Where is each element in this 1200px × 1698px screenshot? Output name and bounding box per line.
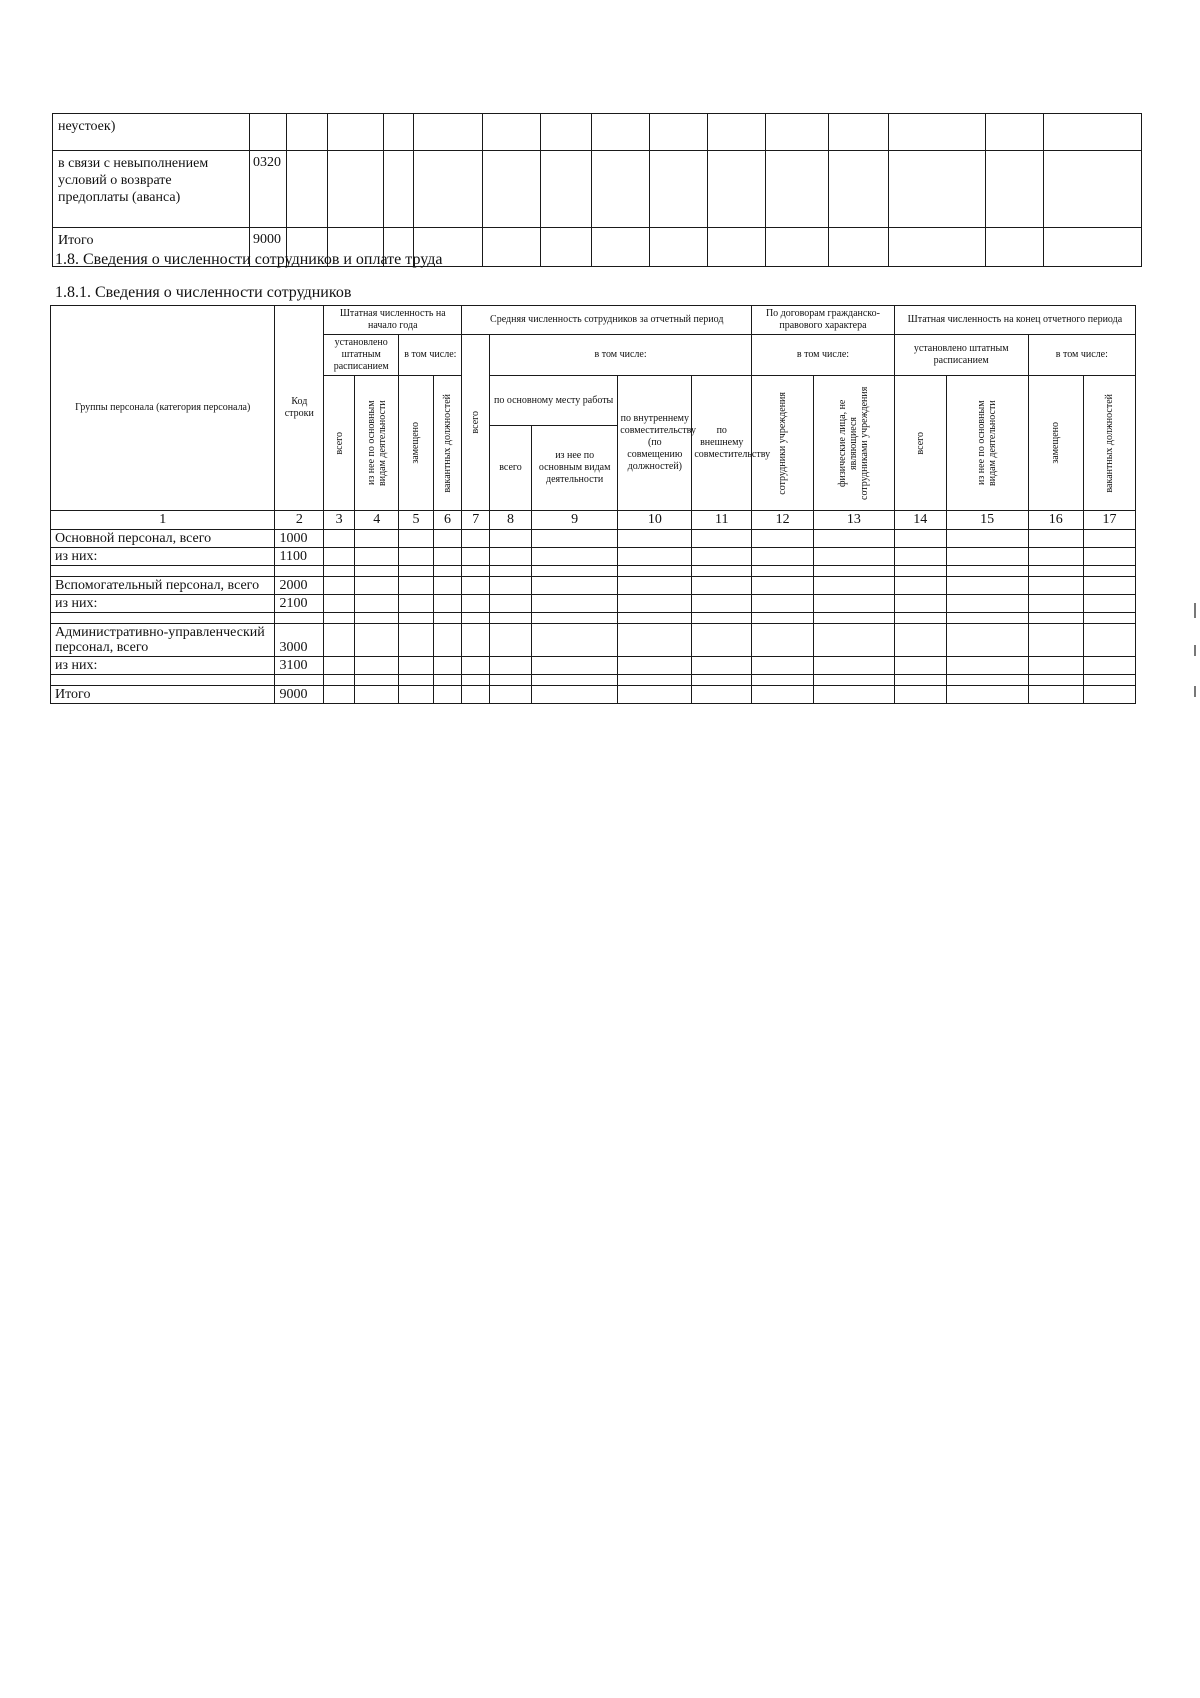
empty-cell	[946, 566, 1028, 577]
column-number: 7	[462, 511, 490, 530]
empty-cell	[618, 566, 692, 577]
empty-cell	[618, 577, 692, 595]
empty-cell	[1043, 114, 1141, 151]
empty-cell	[946, 548, 1028, 566]
column-number: 13	[814, 511, 895, 530]
empty-cell	[540, 228, 591, 267]
empty-cell	[490, 566, 532, 577]
header-total: всего	[324, 376, 355, 511]
empty-cell	[618, 657, 692, 675]
empty-cell	[1043, 228, 1141, 267]
empty-cell	[708, 114, 766, 151]
empty-cell	[433, 686, 462, 704]
empty-cell	[324, 566, 355, 577]
empty-cell	[708, 151, 766, 228]
empty-cell	[532, 624, 618, 657]
empty-cell	[814, 577, 895, 595]
row-label: Основной персонал, всего	[51, 530, 275, 548]
empty-cell	[399, 595, 433, 613]
table-row	[51, 675, 1136, 686]
empty-cell	[1083, 675, 1135, 686]
empty-cell	[985, 151, 1043, 228]
empty-cell	[894, 657, 946, 675]
empty-cell	[532, 686, 618, 704]
table-row	[51, 566, 1136, 577]
empty-cell	[462, 566, 490, 577]
empty-cell	[482, 228, 540, 267]
empty-cell	[946, 624, 1028, 657]
empty-cell	[414, 151, 482, 228]
table-row	[51, 686, 1136, 704]
empty-cell	[1083, 530, 1135, 548]
empty-cell	[532, 675, 618, 686]
empty-cell	[752, 686, 814, 704]
empty-cell	[814, 548, 895, 566]
empty-cell	[752, 624, 814, 657]
row-label: из них:	[51, 548, 275, 566]
empty-cell	[752, 577, 814, 595]
empty-cell	[482, 151, 540, 228]
empty-cell	[752, 530, 814, 548]
empty-cell	[399, 613, 433, 624]
empty-cell	[462, 675, 490, 686]
table-row	[51, 595, 1136, 613]
empty-cell	[894, 675, 946, 686]
empty-cell	[1028, 686, 1083, 704]
empty-cell	[814, 624, 895, 657]
empty-cell	[327, 151, 383, 228]
empty-cell	[532, 530, 618, 548]
empty-cell	[433, 530, 462, 548]
empty-cell	[894, 577, 946, 595]
table-row	[51, 548, 1136, 566]
header-individuals: физические лица, не являющиеся сотрудниками учреждения	[814, 376, 895, 511]
header-external-combo: по внешнему совместительству	[692, 376, 752, 511]
header-main-activities: из нее по основным видам деятельности	[355, 376, 399, 511]
empty-cell	[814, 595, 895, 613]
empty-cell	[618, 675, 692, 686]
header-institution-staff: сотрудники учреждения	[752, 376, 814, 511]
empty-cell	[399, 530, 433, 548]
empty-cell	[532, 595, 618, 613]
empty-cell	[766, 151, 828, 228]
empty-cell	[1028, 675, 1083, 686]
empty-cell	[399, 566, 433, 577]
empty-cell	[1043, 151, 1141, 228]
empty-cell	[324, 675, 355, 686]
row-label	[51, 675, 275, 686]
empty-cell	[1028, 613, 1083, 624]
header-group: Группы персонала (категория персонала)	[51, 306, 275, 511]
empty-cell	[532, 613, 618, 624]
empty-cell	[490, 675, 532, 686]
empty-cell	[692, 577, 752, 595]
empty-cell	[591, 114, 649, 151]
scan-edge-mark	[1194, 603, 1196, 618]
header-including: в том числе:	[399, 335, 462, 376]
table-row	[53, 151, 1142, 228]
empty-cell	[540, 114, 591, 151]
empty-cell	[1028, 548, 1083, 566]
empty-cell	[894, 595, 946, 613]
staff-count-table	[50, 305, 1136, 704]
header-main-activities-2: из нее по основным видам деятельности	[532, 426, 618, 511]
empty-cell	[752, 657, 814, 675]
empty-cell	[324, 657, 355, 675]
empty-cell	[618, 613, 692, 624]
empty-cell	[433, 595, 462, 613]
empty-cell	[1083, 577, 1135, 595]
empty-cell	[383, 151, 414, 228]
section-heading-1-8: 1.8. Сведения о численности сотрудников и оплате труда	[55, 251, 443, 268]
empty-cell	[324, 530, 355, 548]
empty-cell	[894, 530, 946, 548]
table-row	[51, 530, 1136, 548]
empty-cell	[618, 548, 692, 566]
section-heading-1-8-1: 1.8.1. Сведения о численности сотрудников	[55, 284, 352, 301]
empty-cell	[355, 595, 399, 613]
row-code	[275, 566, 324, 577]
empty-cell	[1028, 530, 1083, 548]
column-number: 8	[490, 511, 532, 530]
empty-cell	[814, 675, 895, 686]
empty-cell	[591, 228, 649, 267]
empty-cell	[490, 657, 532, 675]
empty-cell	[433, 675, 462, 686]
row-label: из них:	[51, 657, 275, 675]
empty-cell	[766, 114, 828, 151]
row-code: 3100	[275, 657, 324, 675]
empty-cell	[692, 595, 752, 613]
row-code: 2000	[275, 577, 324, 595]
empty-cell	[286, 114, 327, 151]
empty-cell	[355, 530, 399, 548]
row-label: Административно-управленческий персонал, всего	[51, 624, 275, 657]
column-number: 6	[433, 511, 462, 530]
empty-cell	[985, 228, 1043, 267]
empty-cell	[1028, 657, 1083, 675]
scan-edge-mark	[1194, 686, 1196, 697]
header-avg-total: всего	[462, 335, 490, 511]
row-code: 9000	[275, 686, 324, 704]
row-label: Итого	[53, 228, 250, 267]
row-label	[51, 613, 275, 624]
row-code	[275, 675, 324, 686]
empty-cell	[894, 686, 946, 704]
empty-cell	[532, 657, 618, 675]
empty-cell	[1083, 566, 1135, 577]
column-number: 16	[1028, 511, 1083, 530]
empty-cell	[532, 548, 618, 566]
empty-cell	[433, 548, 462, 566]
header-total-end: всего	[894, 376, 946, 511]
empty-cell	[540, 151, 591, 228]
empty-cell	[946, 613, 1028, 624]
column-number: 15	[946, 511, 1028, 530]
empty-cell	[1083, 686, 1135, 704]
empty-cell	[946, 675, 1028, 686]
empty-cell	[692, 657, 752, 675]
empty-cell	[814, 686, 895, 704]
empty-cell	[399, 686, 433, 704]
empty-cell	[708, 228, 766, 267]
empty-cell	[1083, 657, 1135, 675]
column-number-row	[51, 511, 1136, 530]
empty-cell	[814, 566, 895, 577]
empty-cell	[828, 228, 888, 267]
receivables-table-fragment	[52, 113, 1142, 267]
empty-cell	[828, 114, 888, 151]
row-code: 2100	[275, 595, 324, 613]
empty-cell	[462, 548, 490, 566]
column-number: 5	[399, 511, 433, 530]
empty-cell	[383, 114, 414, 151]
empty-cell	[490, 613, 532, 624]
empty-cell	[433, 566, 462, 577]
empty-cell	[324, 577, 355, 595]
empty-cell	[692, 530, 752, 548]
column-number: 2	[275, 511, 324, 530]
empty-cell	[894, 566, 946, 577]
empty-cell	[355, 675, 399, 686]
header-vacant: вакантных должностей	[433, 376, 462, 511]
empty-cell	[433, 577, 462, 595]
empty-cell	[399, 548, 433, 566]
empty-cell	[462, 624, 490, 657]
empty-cell	[490, 595, 532, 613]
header-established-end: установлено штатным расписанием	[894, 335, 1028, 376]
empty-cell	[399, 657, 433, 675]
empty-cell	[946, 595, 1028, 613]
empty-cell	[1083, 624, 1135, 657]
empty-cell	[894, 548, 946, 566]
column-number: 3	[324, 511, 355, 530]
empty-cell	[482, 114, 540, 151]
empty-cell	[752, 675, 814, 686]
empty-cell	[462, 577, 490, 595]
empty-cell	[324, 613, 355, 624]
empty-cell	[888, 228, 985, 267]
row-code: 9000	[249, 228, 286, 267]
empty-cell	[828, 151, 888, 228]
empty-cell	[324, 686, 355, 704]
empty-cell	[399, 624, 433, 657]
empty-cell	[752, 548, 814, 566]
empty-cell	[1028, 595, 1083, 613]
empty-cell	[946, 530, 1028, 548]
empty-cell	[462, 613, 490, 624]
row-code: 3000	[275, 624, 324, 657]
header-civil-contracts: По договорам гражданско-правового характера	[752, 306, 895, 335]
header-internal-combo: по внутреннему совместительству (по совмещению должностей)	[618, 376, 692, 511]
empty-cell	[814, 613, 895, 624]
empty-cell	[462, 686, 490, 704]
scan-edge-mark	[1194, 645, 1196, 656]
row-label: Итого	[51, 686, 275, 704]
empty-cell	[1083, 613, 1135, 624]
empty-cell	[1028, 624, 1083, 657]
empty-cell	[752, 595, 814, 613]
empty-cell	[618, 530, 692, 548]
empty-cell	[327, 114, 383, 151]
empty-cell	[649, 228, 707, 267]
empty-cell	[985, 114, 1043, 151]
row-label: в связи с невыполнением условий о возврате предоплаты (аванса)	[53, 151, 250, 228]
empty-cell	[462, 530, 490, 548]
empty-cell	[894, 624, 946, 657]
empty-cell	[692, 548, 752, 566]
empty-cell	[1028, 566, 1083, 577]
empty-cell	[324, 595, 355, 613]
header-filled: замещено	[399, 376, 433, 511]
column-number: 12	[752, 511, 814, 530]
empty-cell	[752, 566, 814, 577]
empty-cell	[766, 228, 828, 267]
empty-cell	[946, 577, 1028, 595]
empty-cell	[692, 624, 752, 657]
empty-cell	[692, 613, 752, 624]
empty-cell	[490, 530, 532, 548]
column-number: 14	[894, 511, 946, 530]
empty-cell	[355, 548, 399, 566]
empty-cell	[888, 114, 985, 151]
empty-cell	[946, 686, 1028, 704]
row-label: неустоек)	[53, 114, 250, 151]
column-number: 9	[532, 511, 618, 530]
empty-cell	[355, 566, 399, 577]
empty-cell	[692, 686, 752, 704]
header-code: Код строки	[275, 306, 324, 511]
header-vacant-end: вакантных должностей	[1083, 376, 1135, 511]
row-code: 1100	[275, 548, 324, 566]
row-label	[51, 566, 275, 577]
header-total-small: всего	[490, 426, 532, 511]
table-row	[51, 613, 1136, 624]
row-label: Вспомогательный персонал, всего	[51, 577, 275, 595]
row-label: из них:	[51, 595, 275, 613]
empty-cell	[433, 657, 462, 675]
empty-cell	[591, 151, 649, 228]
row-code: 1000	[275, 530, 324, 548]
row-code	[249, 114, 286, 151]
empty-cell	[490, 624, 532, 657]
header-start-of-year: Штатная численность на начало года	[324, 306, 462, 335]
row-code: 0320	[249, 151, 286, 228]
row-code	[275, 613, 324, 624]
empty-cell	[286, 151, 327, 228]
empty-cell	[618, 624, 692, 657]
empty-cell	[462, 657, 490, 675]
table-row	[51, 624, 1136, 657]
empty-cell	[414, 114, 482, 151]
empty-cell	[1083, 548, 1135, 566]
empty-cell	[355, 624, 399, 657]
empty-cell	[1028, 577, 1083, 595]
table-row	[53, 114, 1142, 151]
empty-cell	[490, 686, 532, 704]
empty-cell	[532, 566, 618, 577]
empty-cell	[692, 566, 752, 577]
header-including-civil: в том числе:	[752, 335, 895, 376]
header-main-activities-end: из нее по основным видам деятельности	[946, 376, 1028, 511]
header-including-avg: в том числе:	[490, 335, 752, 376]
empty-cell	[399, 577, 433, 595]
column-number: 11	[692, 511, 752, 530]
table-row	[51, 577, 1136, 595]
header-main-workplace: по основному месту работы	[490, 376, 618, 426]
empty-cell	[814, 657, 895, 675]
header-filled-end: замещено	[1028, 376, 1083, 511]
empty-cell	[433, 624, 462, 657]
empty-cell	[618, 595, 692, 613]
header-established: установлено штатным расписанием	[324, 335, 399, 376]
empty-cell	[490, 548, 532, 566]
empty-cell	[649, 114, 707, 151]
header-end-period: Штатная численность на конец отчетного периода	[894, 306, 1135, 335]
empty-cell	[355, 613, 399, 624]
column-number: 10	[618, 511, 692, 530]
empty-cell	[324, 624, 355, 657]
empty-cell	[649, 151, 707, 228]
empty-cell	[1083, 595, 1135, 613]
empty-cell	[814, 530, 895, 548]
column-number: 1	[51, 511, 275, 530]
empty-cell	[752, 613, 814, 624]
empty-cell	[433, 613, 462, 624]
table-row	[51, 657, 1136, 675]
empty-cell	[532, 577, 618, 595]
empty-cell	[355, 577, 399, 595]
empty-cell	[490, 577, 532, 595]
empty-cell	[888, 151, 985, 228]
empty-cell	[355, 657, 399, 675]
empty-cell	[946, 657, 1028, 675]
empty-cell	[692, 675, 752, 686]
empty-cell	[399, 675, 433, 686]
column-number: 17	[1083, 511, 1135, 530]
empty-cell	[894, 613, 946, 624]
header-average: Средняя численность сотрудников за отчетный период	[462, 306, 752, 335]
empty-cell	[355, 686, 399, 704]
empty-cell	[324, 548, 355, 566]
header-including-end: в том числе:	[1028, 335, 1135, 376]
empty-cell	[462, 595, 490, 613]
empty-cell	[618, 686, 692, 704]
column-number: 4	[355, 511, 399, 530]
